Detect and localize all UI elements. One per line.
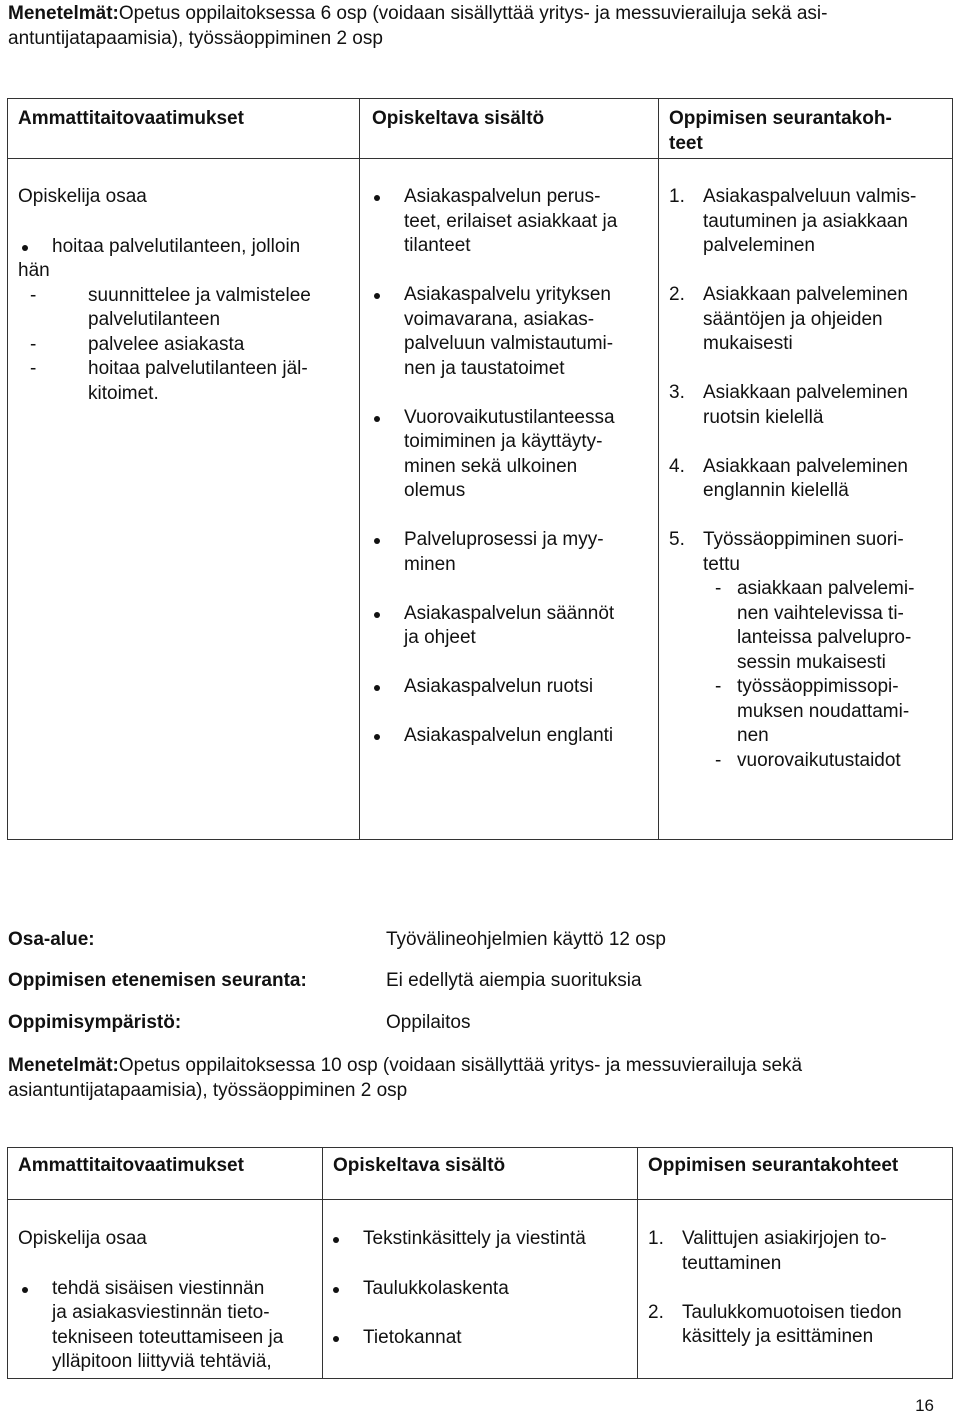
column-header: Ammattitaitovaatimukset [18,108,244,129]
methods-line: Opetus oppilaitoksessa 6 osp (voidaan sisällyttää yritys- ja messuvierailuja sekä asi- [118,3,828,24]
list-item [366,724,658,749]
item-number: 4. [669,455,685,477]
item-text: Asiakaspalveluun valmis- [703,186,917,207]
field-label-seuranta: Oppimisen etenemisen seuranta: [8,970,307,991]
cell-intro: Opiskelija osaa [18,186,147,207]
list-item [669,455,952,504]
field-value-ymparisto: Oppilaitos [386,1012,471,1033]
field-label-osa-alue: Osa-alue: [8,929,95,950]
list-item [366,406,658,504]
page-number: 16 [915,1396,934,1415]
item-text: Asiakaspalvelun ruotsi [404,676,594,697]
sub-list [703,577,952,773]
list-item [366,528,658,577]
item-text: käsittely ja esittäminen [682,1326,874,1347]
list-item [648,1227,952,1276]
item-text: minen sekä ulkoinen [404,455,578,477]
item-text: Taulukkomuotoisen tiedon [682,1301,902,1323]
item-text: Asiakaspalvelun säännöt [404,602,615,624]
requirements-cell [8,159,360,840]
item-text: Asiakkaan palveleminen [703,455,908,477]
field-label-ymparisto: Oppimisympäristö: [8,1012,182,1033]
item-text: Asiakkaan palveleminen [703,382,908,403]
list-item [18,357,359,406]
list-item [648,1301,952,1350]
cell-intro: Opiskelija osaa [18,1228,147,1249]
list-item [14,235,359,260]
list-item [669,381,952,430]
item-text: tautuminen ja asiakkaan [703,210,908,232]
column-header: Opiskeltava sisältö [333,1155,506,1176]
header-cell [638,1148,953,1200]
item-text: minen [404,553,456,575]
list-item [366,185,658,259]
item-text: teet, erilaiset asiakkaat ja [404,210,618,232]
item-text: Palveluprosessi ja myy- [404,529,604,550]
item-text: palvelutilanteen [88,309,221,330]
requirements-list [14,235,359,260]
list-item [18,284,359,333]
item-text: tilanteet [404,235,471,256]
competence-table-2 [7,1147,953,1379]
item-text: ruotsin kielellä [703,406,824,428]
item-number: 2. [669,284,685,305]
item-text: lanteissa palvelupro- [737,627,912,648]
item-text: nen ja taustatoimet [404,357,565,379]
item-text: hän [18,260,50,281]
item-text: teuttaminen [682,1252,782,1274]
header-cell [8,99,360,159]
column-header: Ammattitaitovaatimukset [18,1155,244,1176]
item-text: - asiakkaan palvelemi- [737,578,915,599]
item-text: Asiakaspalvelun englanti [404,725,614,746]
methods-label: Menetelmät: [8,1055,119,1076]
requirements-list [14,1277,322,1375]
item-text: sessin mukaisesti [737,651,886,673]
header-cell [323,1148,638,1200]
item-text: - vuorovaikutustaidot [737,749,901,771]
item-text: Vuorovaikutustilanteessa [404,406,615,428]
item-text: olemus [404,480,466,501]
list-item [703,675,952,749]
content-list [366,185,658,749]
list-item [325,1227,637,1252]
item-text: palveluun valmistautumi- [404,333,614,354]
list-item [669,528,952,773]
item-text: tettu [703,553,740,575]
item-text: Tekstinkäsittely ja viestintä [363,1228,586,1249]
sub-list [18,284,359,407]
column-header: Opiskeltava sisältö [372,108,545,129]
assessment-list [648,1227,952,1350]
assessment-cell [638,1200,953,1379]
item-number: 3. [669,382,685,403]
list-item [366,283,658,381]
methods-text-1 [8,2,953,51]
column-header: teet [669,132,703,154]
content-cell [323,1200,638,1379]
item-text: mukaisesti [703,333,793,354]
item-number: 1. [669,186,685,207]
header-cell [360,99,659,159]
list-item [325,1326,637,1351]
item-text: Asiakkaan palveleminen [703,284,908,305]
item-text: nen vaihtelevissa ti- [737,602,904,624]
list-item [703,577,952,675]
item-text: nen [737,725,769,746]
item-number: 1. [648,1228,664,1249]
list-item [18,333,359,358]
item-text: englannin kielellä [703,480,849,501]
item-text: - työssäoppimissopi- [737,676,899,697]
field-value-osa-alue: Työvälineohjelmien käyttö 12 osp [386,929,666,950]
item-text: tekniseen toteuttamiseen ja [52,1326,284,1348]
item-number: 5. [669,529,685,550]
column-header: Oppimisen seurantakohteet [648,1155,899,1176]
competence-table-1 [7,98,953,840]
item-text: - suunnittelee ja valmistelee [88,284,311,306]
requirements-cell [8,1200,323,1379]
item-text: Valittujen asiakirjojen to- [682,1228,887,1249]
header-cell [8,1148,323,1200]
assessment-cell [659,159,953,840]
item-text: Tietokannat [363,1327,462,1348]
item-text: ylläpitoon liittyviä tehtäviä, [52,1351,272,1372]
item-text: - hoitaa palvelutilanteen jäl- [88,358,308,379]
item-number: 2. [648,1301,664,1323]
item-text: hoitaa palvelutilanteen, jolloin [52,235,301,257]
header-cell [659,99,953,159]
list-item [325,1277,637,1302]
item-text: Työssäoppiminen suori- [703,529,904,550]
item-text: palveleminen [703,235,815,256]
item-text: Asiakaspalvelu yrityksen [404,284,611,305]
methods-line: Opetus oppilaitoksessa 10 osp (voidaan sisällyttää yritys- ja messuvierailuja sekä [118,1055,803,1076]
methods-line: asiantuntijatapaamisia), työssäoppiminen 2 osp [8,1079,408,1101]
item-text: sääntöjen ja ohjeiden [703,308,883,330]
list-item [669,283,952,357]
content-list [325,1227,637,1351]
methods-text-2 [8,1054,953,1103]
assessment-list [669,185,952,773]
item-text: kitoimet. [88,382,159,404]
content-cell [360,159,659,840]
methods-label: Menetelmät: [8,3,119,24]
item-text: voimavarana, asiakas- [404,308,595,330]
item-text: ja ohjeet [404,627,476,648]
item-text: Taulukkolaskenta [363,1277,509,1299]
list-item [14,1277,322,1375]
field-value-seuranta: Ei edellytä aiempia suorituksia [386,970,642,991]
item-text: muksen noudattami- [737,700,910,722]
item-text: tehdä sisäisen viestinnän [52,1277,265,1299]
item-text: ja asiakasviestinnän tieto- [52,1302,270,1323]
item-text: - palvelee asiakasta [88,333,245,355]
list-item [366,602,658,651]
column-header: Oppimisen seurantakoh- [669,108,892,129]
list-item [703,749,952,774]
item-text: Asiakaspalvelun perus- [404,186,601,207]
methods-line: antuntijatapaamisia), työssäoppiminen 2 osp [8,27,383,49]
item-text: toimiminen ja käyttäyty- [404,431,603,452]
list-item [366,675,658,700]
list-item [669,185,952,259]
